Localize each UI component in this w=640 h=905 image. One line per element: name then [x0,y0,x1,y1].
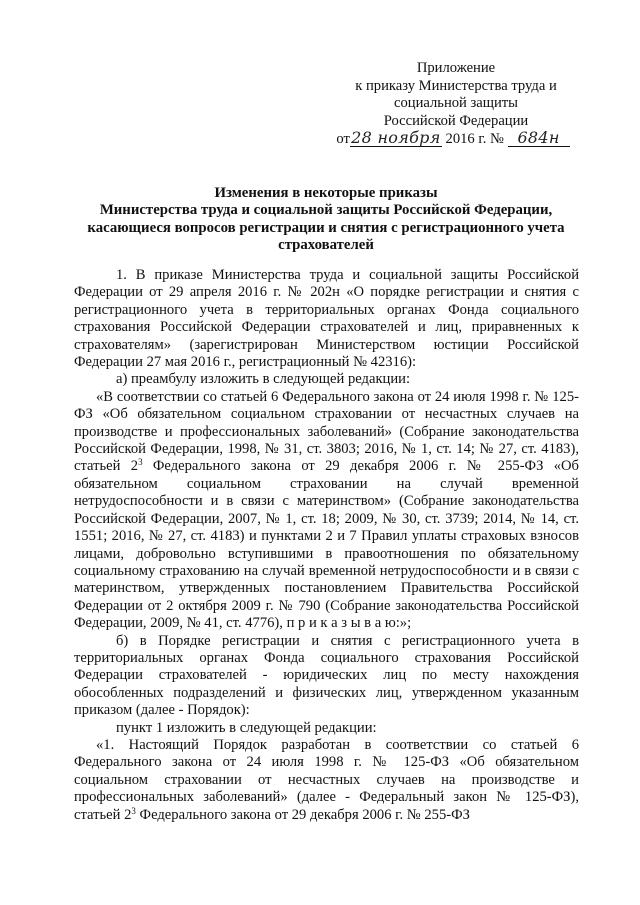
document-body [74,267,579,824]
paragraph-1: 1. В приказе Министерства труда и социальной защиты Российской Федерации от 29 апреля 2016 г. № 202н «О порядке регистрации и снятия с регистрационного учета в территориальных органах Фонда социального страхования Российской Федерации страхователей и лиц, приравненных к страхователям» (зарегистрирован Министерством юстиции Российской Федерации 27 мая 2016 г., регистрационный № 42316): [74,267,579,371]
title-line-4: страхователей [278,237,374,254]
paragraph-point-1-text [74,737,579,824]
title-line-2: Министерства труда и социальной защиты Российской Федерации, [99,202,553,219]
preamble-text-a: «В соответствии со статьей 6 Федерального закона от 24 июля 1998 г. № 125-ФЗ «Об обязательном социальном страховании от несчастных случаев на производстве и профессиональных заболеваний» (Собрание законодательства Российской Федерации, 1998, № 31, ст. 3803; 2016, № 1, ст. 14; № 27, ст. 4183), статьей 2 [74,388,579,475]
preamble-superscript: 3 [138,457,143,468]
handwritten-order-number: 684н [508,130,570,147]
appendix-country-line: Российской Федерации [383,112,529,129]
appendix-block [336,60,576,149]
paragraph-preamble [74,389,579,633]
paragraph-a: а) преамбулу изложить в следующей редакции: [116,371,411,388]
paragraph-b: б) в Порядке регистрации и снятия с регистрационного учета в территориальных органах Фонда социального страхования Российской Федерации страхователей - юридических лиц по месту нахождения обособленных подразделений и физических лиц, утвержденном указанным приказом (далее - Порядок): [74,632,579,719]
preamble-text-b: Федерального закона от 29 декабря 2006 г. № 255-ФЗ «Об обязательном социальном страховании на случай временной нетрудоспособности и в связи с материнством» (Собрание законодательства Российской Федерации, 2007, № 1, ст. 18; 2009, № 30, ст. 3739; 2014, № 14, ст. 1551; 2016, № 27, ст. 4183) и пунктами 2 и 7 Правил уплаты страховых взносов лицами, добровольно вступившими в правоотношения по обязательному социальному страхованию на случай временной нетрудоспособности и в связи с материнством, утвержденных постановлением Правительства Российской Федерации от 2 октября 2009 г. № 790 (Собрание законодательства Российской Федерации, 2009, № 41, ст. 4776), п р и к а з ы в а ю:»; [74,458,579,632]
point-1-superscript: 3 [131,805,136,816]
document-title [66,185,586,255]
appendix-heading: Приложение [416,60,496,76]
point-1-text-a: «1. Настоящий Порядок разработан в соответствии со статьей 6 Федерального закона от 24 июля 1998 г. № 125-ФЗ «Об обязательном социальном страховании от несчастных случаев на производстве и профессиональных заболеваний» (далее - Федеральный закон № 125-ФЗ), статьей 2 [74,736,579,823]
appendix-order-line: к приказу Министерства труда и [355,77,557,94]
handwritten-date: 28 ноября [351,128,441,148]
year-number-label: 2016 г. № [445,131,504,148]
title-line-3: касающиеся вопросов регистрации и снятия с регистрационного учета [87,219,565,236]
appendix-ministry-line: социальной защиты [394,95,518,112]
title-line-1: Изменения в некоторые приказы [214,185,438,201]
paragraph-point-1: пункт 1 изложить в следующей редакции: [116,719,377,736]
appendix-date-line [330,130,576,149]
date-prefix: от [336,131,350,148]
point-1-text-b: Федерального закона от 29 декабря 2006 г. № 255-ФЗ [135,806,470,823]
